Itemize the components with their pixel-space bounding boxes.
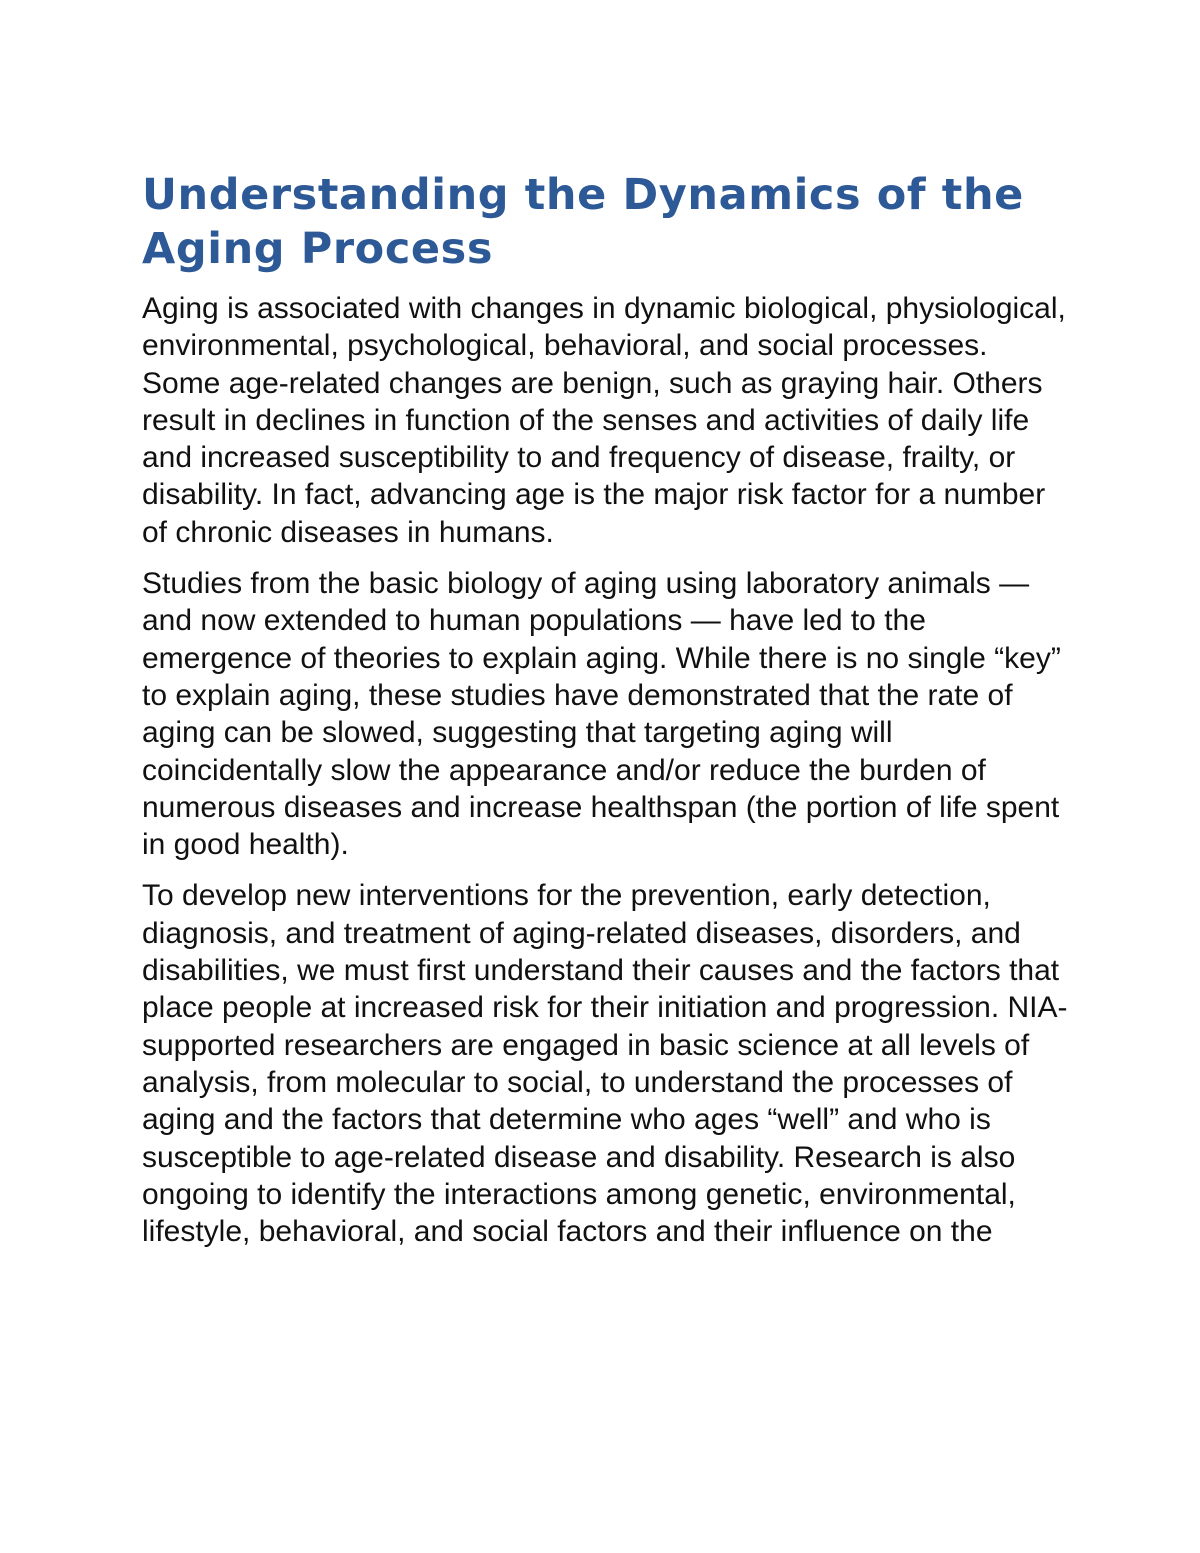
page-title: Understanding the Dynamics of the Aging Process (142, 170, 1024, 274)
paragraph-1: Aging is associated with changes in dynamic biological, physiological, environmental, psychological, behavioral, and social processes. Some age-related changes are benign, such as graying hair. Others result in declines in function of the senses and activities of daily life and increased susceptibility to and frequency of disease, frailty, or disability. In fact, advancing age is the major risk factor for a number of chronic diseases in humans. (142, 292, 1066, 549)
paragraph-2: Studies from the basic biology of aging using laboratory animals — and now extended to human populations — have led to the emergence of theories to explain aging. While there is no single “key” to explain aging, these studies have demonstrated that the rate of aging can be slowed, suggesting that targeting aging will coincidentally slow the appearance and/or reduce the burden of numerous diseases and increase healthspan (the portion of life spent in good health). (142, 567, 1061, 862)
paragraph-3: To develop new interventions for the prevention, early detection, diagnosis, and treatment of aging-related diseases, disorders, and disabilities, we must first understand their causes and the factors that place people at increased risk for their initiation and progression. NIA-supported researchers are engaged in basic science at all levels of analysis, from molecular to social, to understand the processes of aging and the factors that determine who ages “well” and who is susceptible to age-related disease and disability. Research is also ongoing to identify the interactions among genetic, environmental, lifestyle, behavioral, and social factors and their influence on the (142, 879, 1068, 1249)
document-content (142, 168, 1072, 1264)
